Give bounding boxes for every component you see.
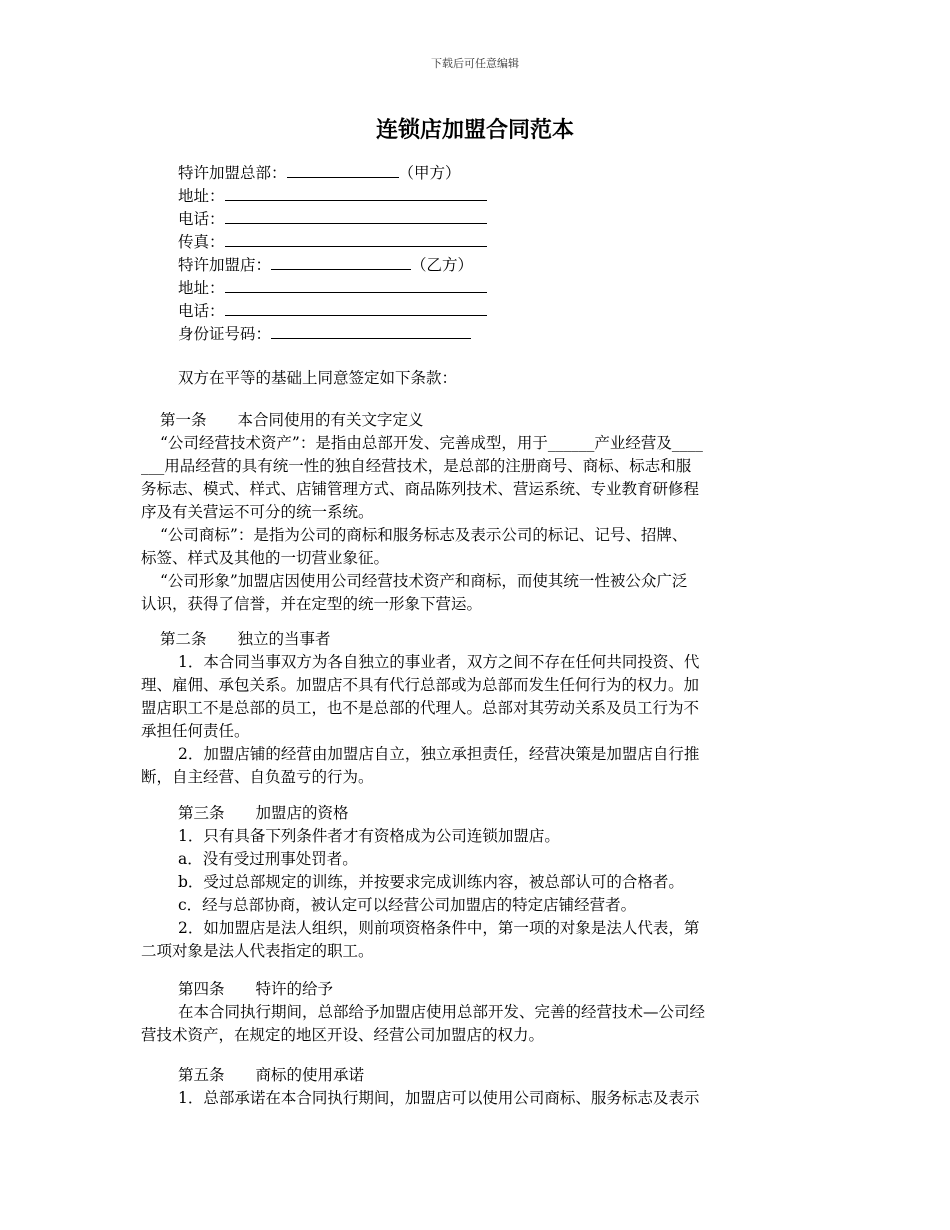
document-title: 连锁店加盟合同范本 bbox=[375, 117, 574, 143]
article-4-line: 在本合同执行期间，总部给予加盟店使用总部开发、完善的经营技术—公司经 bbox=[178, 1003, 706, 1021]
franchisor-suffix: （甲方） bbox=[398, 164, 461, 182]
article-1-line: ___用品经营的具有统一性的独自经营技术，是总部的注册商号、商标、标志和服 bbox=[141, 457, 692, 475]
article-3-line: a．没有受过刑事处罚者。 bbox=[178, 850, 358, 868]
fax1-field bbox=[178, 231, 487, 253]
article-3-heading: 第三条 加盟店的资格 bbox=[178, 804, 349, 822]
address2-field bbox=[178, 277, 487, 299]
article-3-line: 二项对象是法人代表指定的职工。 bbox=[141, 942, 374, 960]
phone1-label: 电话： bbox=[178, 210, 225, 228]
article-3-line: c．经与总部协商，被认定可以经营公司加盟店的特定店铺经营者。 bbox=[178, 896, 637, 914]
article-1-line: 认识，获得了信誉，并在定型的统一形象下营运。 bbox=[141, 595, 483, 613]
article-1-line: “公司商标”：是指为公司的商标和服务标志及表示公司的标记、记号、招牌、 bbox=[160, 526, 688, 544]
address1-label: 地址： bbox=[178, 187, 225, 205]
fax1-blank bbox=[225, 232, 487, 247]
intro-paragraph: 双方在平等的基础上同意签定如下条款： bbox=[178, 369, 458, 387]
header-note: 下载后可任意编辑 bbox=[431, 57, 519, 70]
idcard-blank bbox=[271, 324, 471, 339]
article-5-heading: 第五条 商标的使用承诺 bbox=[178, 1066, 365, 1084]
article-4-heading: 第四条 特许的给予 bbox=[178, 980, 334, 998]
article-2-line: 盟店职工不是总部的员工，也不是总部的代理人。总部对其劳动关系及员工行为不 bbox=[141, 699, 700, 717]
article-3 bbox=[141, 802, 811, 963]
article-1 bbox=[141, 409, 811, 616]
franchisor-field bbox=[178, 162, 461, 184]
phone1-field bbox=[178, 208, 487, 230]
address2-label: 地址： bbox=[178, 279, 225, 297]
address1-field bbox=[178, 185, 487, 207]
article-1-heading: 第一条 本合同使用的有关文字定义 bbox=[160, 411, 424, 429]
article-1-line: 务标志、模式、样式、店铺管理方式、商品陈列技术、营运系统、专业教育研修程 bbox=[141, 480, 700, 498]
franchisee-label: 特许加盟店： bbox=[178, 256, 272, 274]
article-3-line: 2．如加盟店是法人组织，则前项资格条件中，第一项的对象是法人代表，第 bbox=[178, 919, 700, 937]
phone1-blank bbox=[225, 209, 487, 224]
article-2-line: 2．加盟店铺的经营由加盟店自立，独立承担责任，经营决策是加盟店自行推 bbox=[178, 745, 700, 763]
article-4 bbox=[141, 978, 811, 1047]
article-2-line: 1．本合同当事双方为各自独立的事业者，双方之间不存在任何共同投资、代 bbox=[178, 653, 700, 671]
article-2-line: 承担任何责任。 bbox=[141, 722, 250, 740]
article-2-line: 断，自主经营、自负盈亏的行为。 bbox=[141, 768, 374, 786]
idcard-label: 身份证号码： bbox=[178, 325, 272, 343]
article-5-line: 1．总部承诺在本合同执行期间，加盟店可以使用公司商标、服务标志及表示 bbox=[178, 1089, 700, 1107]
article-1-line: “公司经营技术资产”：是指由总部开发、完善成型，用于______产业经营及____ bbox=[160, 434, 703, 452]
article-5 bbox=[141, 1064, 811, 1110]
fax1-label: 传真： bbox=[178, 233, 225, 251]
address2-blank bbox=[225, 278, 487, 293]
article-1-line: 标签、样式及其他的一切营业象征。 bbox=[141, 549, 390, 567]
franchisee-field bbox=[178, 254, 473, 276]
article-3-line: b．受过总部规定的训练，并按要求完成训练内容，被总部认可的合格者。 bbox=[178, 873, 684, 891]
franchisee-blank bbox=[271, 255, 411, 270]
article-2 bbox=[141, 628, 811, 789]
article-1-line: 序及有关营运不可分的统一系统。 bbox=[141, 503, 374, 521]
franchisor-label: 特许加盟总部： bbox=[178, 164, 287, 182]
article-2-line: 理、雇佣、承包关系。加盟店不具有代行总部或为总部而发生任何行为的权力。加 bbox=[141, 676, 700, 694]
phone2-field bbox=[178, 300, 487, 322]
article-4-line: 营技术资产，在规定的地区开设、经营公司加盟店的权力。 bbox=[141, 1026, 545, 1044]
franchisor-blank bbox=[287, 163, 399, 178]
article-3-line: 1．只有具备下列条件者才有资格成为公司连锁加盟店。 bbox=[178, 827, 560, 845]
phone2-blank bbox=[225, 301, 487, 316]
franchisee-suffix: （乙方） bbox=[411, 256, 474, 274]
article-2-heading: 第二条 独立的当事者 bbox=[160, 630, 331, 648]
phone2-label: 电话： bbox=[178, 302, 225, 320]
idcard-field bbox=[178, 323, 471, 345]
address1-blank bbox=[225, 186, 487, 201]
article-1-line: “公司形象”加盟店因使用公司经营技术资产和商标，而使其统一性被公众广泛 bbox=[160, 572, 688, 590]
